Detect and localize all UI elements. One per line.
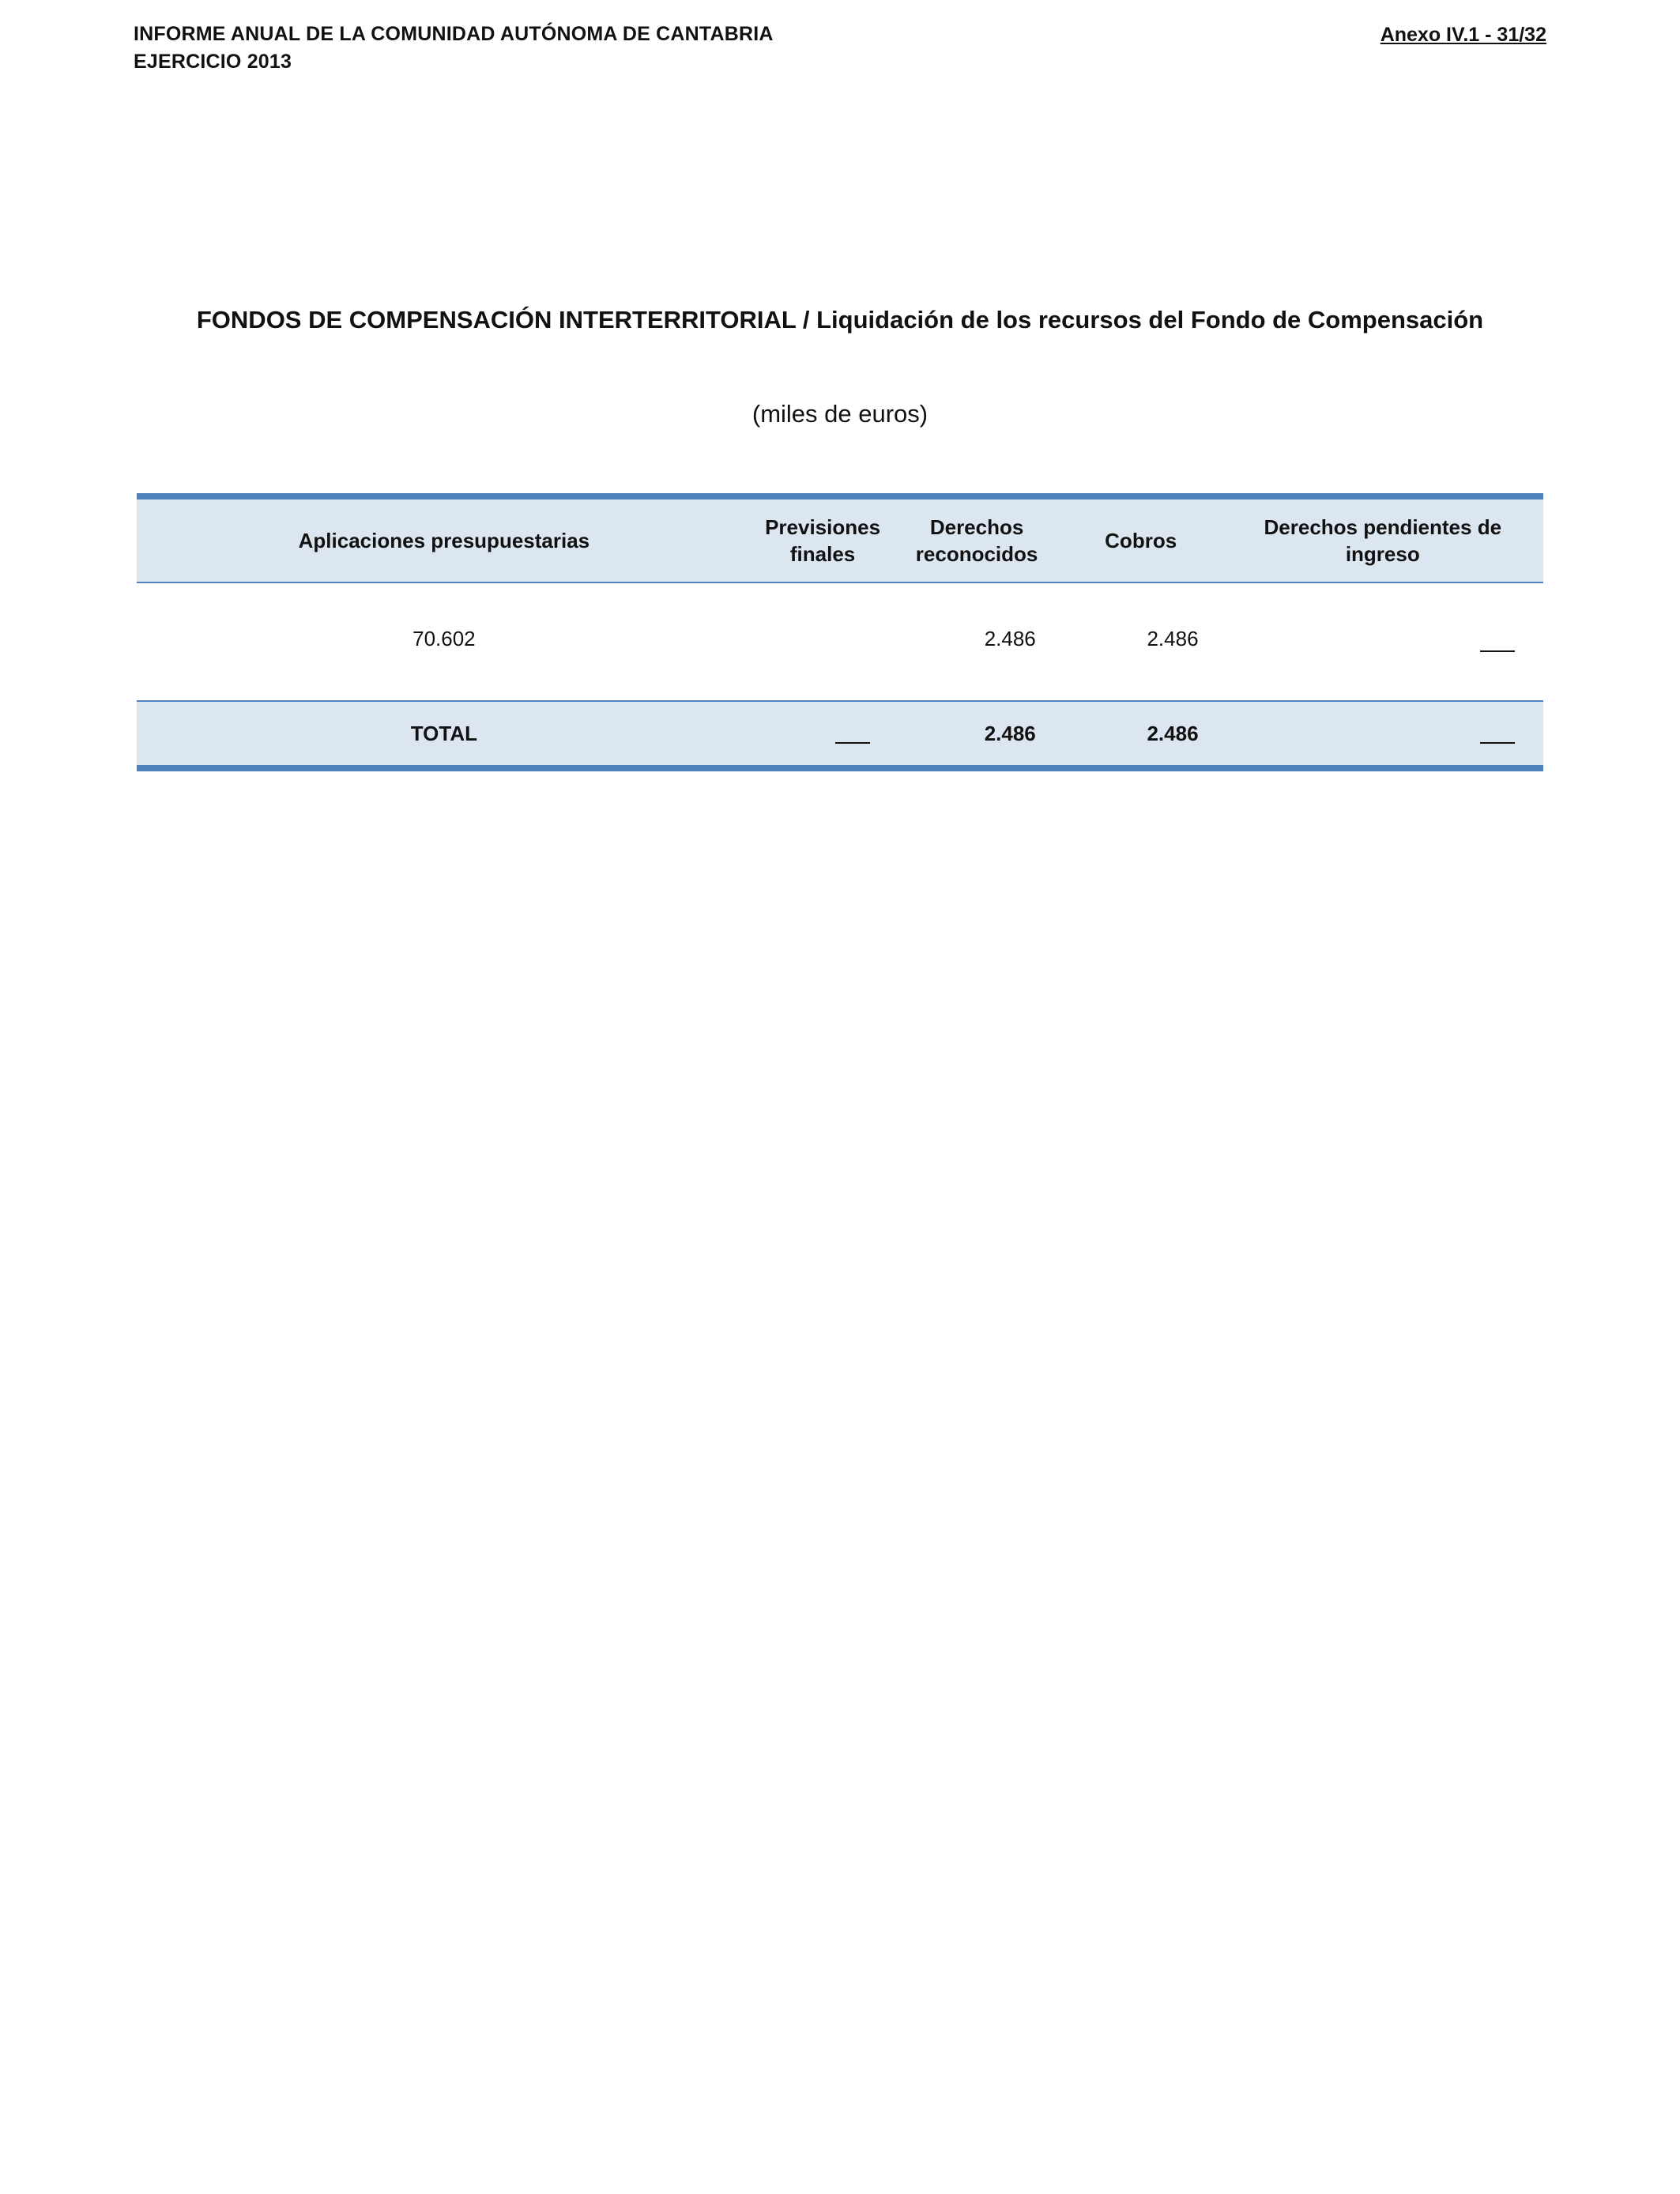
total-cobros: 2.486 xyxy=(1060,701,1222,768)
report-title-line2: EJERCICIO 2013 xyxy=(134,51,292,73)
nil-dash xyxy=(1480,650,1515,652)
report-header xyxy=(134,21,774,76)
nil-dash xyxy=(1480,742,1515,744)
column-header-derechos: Derechos reconocidos xyxy=(894,496,1059,582)
document-title: FONDOS DE COMPENSACIÓN INTERTERRITORIAL / Liquidación de los recursos del Fondo de Compensación xyxy=(196,306,1484,334)
total-label: TOTAL xyxy=(137,701,751,768)
report-title-line1: INFORME ANUAL DE LA COMUNIDAD AUTÓNOMA DE CANTABRIA xyxy=(134,23,774,45)
cell-previsiones xyxy=(751,582,895,701)
cell-cobros-value: 2.486 xyxy=(1147,626,1199,650)
total-derechos: 2.486 xyxy=(894,701,1059,768)
cell-aplicacion-value: 70.602 xyxy=(412,626,476,650)
total-row xyxy=(137,701,1543,768)
cell-derechos xyxy=(894,582,1059,701)
column-header-cobros: Cobros xyxy=(1060,496,1222,582)
column-header-previsiones: Previsiones finales xyxy=(751,496,895,582)
nil-dash xyxy=(835,742,870,744)
table-row xyxy=(137,582,1543,701)
header-row xyxy=(137,496,1543,582)
table-footer xyxy=(137,701,1543,768)
total-previsiones xyxy=(751,701,895,768)
column-header-pendientes: Derechos pendientes de ingreso xyxy=(1222,496,1543,582)
column-header-aplicaciones: Aplicaciones presupuestarias xyxy=(137,496,751,582)
annex-reference: Anexo IV.1 - 31/32 xyxy=(1380,24,1546,46)
fund-liquidation-table xyxy=(137,493,1543,771)
table-body xyxy=(137,582,1543,701)
cell-cobros xyxy=(1060,582,1222,701)
total-pendientes xyxy=(1222,701,1543,768)
units-note: (miles de euros) xyxy=(751,400,929,428)
table-header xyxy=(137,496,1543,582)
cell-pendientes xyxy=(1222,582,1543,701)
cell-derechos-value: 2.486 xyxy=(984,626,1036,650)
cell-aplicacion xyxy=(137,582,751,701)
